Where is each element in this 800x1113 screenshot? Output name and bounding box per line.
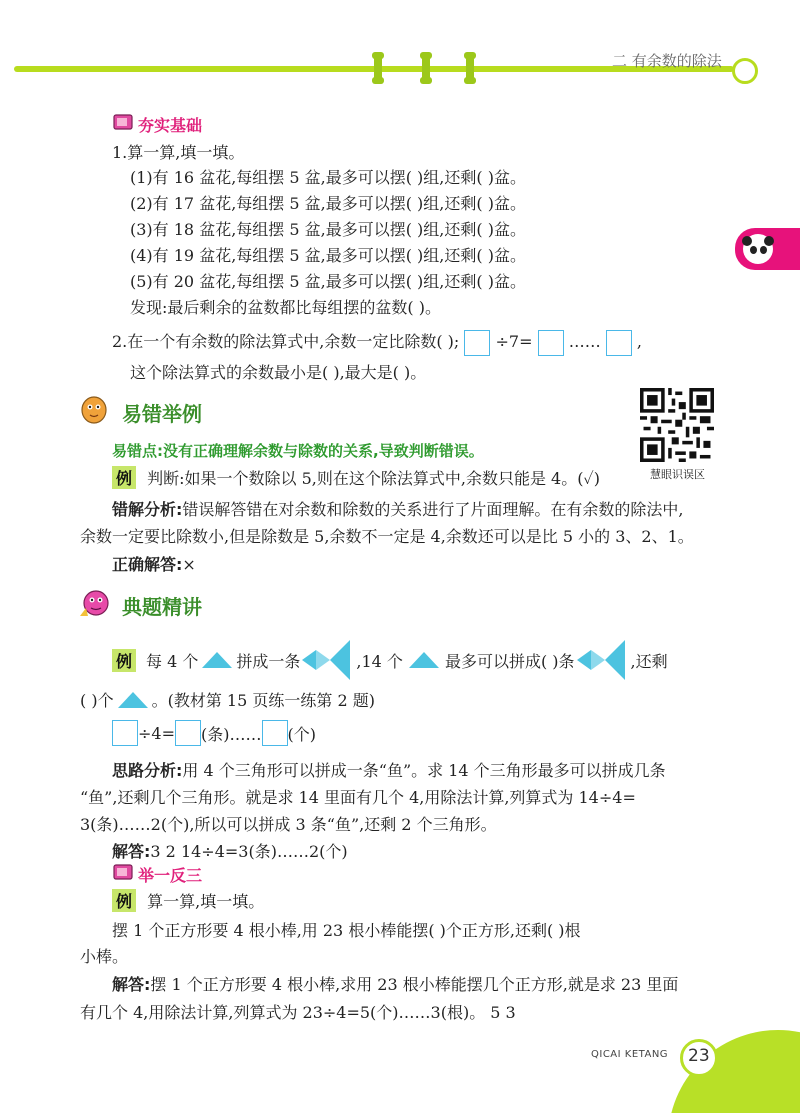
answer-box[interactable] — [175, 720, 201, 746]
binder-peg — [422, 52, 430, 84]
binder-peg — [466, 52, 474, 84]
qr-code-icon[interactable] — [640, 388, 714, 462]
analysis-text: 错误解答错在对余数和除数的关系进行了片面理解。在有余数的除法中, — [182, 500, 684, 519]
equation-text: ÷4= — [138, 723, 175, 743]
answer-box[interactable] — [538, 330, 564, 356]
example-text: 。(教材第 15 页练一练第 2 题) — [151, 691, 375, 710]
practice-answer-line-2: 有几个 4,用除法计算,列算式为 23÷4=5(个)……3(根)。 5 3 — [80, 1003, 516, 1022]
analysis-line-1 — [112, 497, 684, 520]
question-1-row: (2)有 17 盆花,每组摆 5 盆,最多可以摆( )组,还剩( )盆。 — [130, 194, 526, 213]
practice-question-line-1: 摆 1 个正方形要 4 根小棒,用 23 根小棒能摆( )个正方形,还剩( )根 — [112, 921, 581, 940]
analysis-line-2: 余数一定要比除数小,但是除数是 5,余数不一定是 4,余数还可以是比 5 小的 3、2、1。 — [80, 527, 694, 546]
answer-box[interactable] — [112, 720, 138, 746]
binder-peg — [374, 52, 382, 84]
equation-text: (个) — [287, 724, 316, 744]
answer-text: 3 2 14÷4=3(条)……2(个) — [150, 842, 348, 861]
example-text: ,14 个 — [356, 651, 403, 671]
practice-answer-line-1 — [112, 972, 678, 995]
example-text: ,还剩 — [630, 651, 668, 671]
analysis-label: 错解分析: — [112, 500, 183, 519]
practice-stem: 算一算,填一填。 — [147, 892, 265, 911]
practice-example — [112, 889, 264, 912]
correct-label: 正确解答: — [112, 555, 183, 574]
typical-equation — [112, 720, 316, 746]
example-text: 最多可以拼成( )条 — [444, 651, 575, 671]
answer-text: 摆 1 个正方形要 4 根小棒,求用 23 根小棒能摆几个正方形,就是求 23 里面 — [150, 975, 679, 994]
question-2-text: 2.在一个有余数的除法算式中,余数一定比除数( ); — [112, 332, 460, 351]
header-badge-icon — [732, 58, 758, 84]
thinking-text: 用 4 个三角形可以拼成一条“鱼”。求 14 个三角形最多可以拼成几条 — [182, 761, 666, 780]
side-tab — [735, 228, 800, 270]
triangle-icon — [202, 652, 232, 668]
example-text: 判断:如果一个数除以 5,则在这个除法算式中,余数只能是 4。(✓) — [147, 469, 601, 488]
answer-label: 解答: — [112, 975, 151, 994]
book-icon — [112, 112, 136, 132]
triangle-icon — [409, 652, 439, 668]
section-title-errors: 易错举例 — [122, 402, 202, 426]
question-1-row: (1)有 16 盆花,每组摆 5 盆,最多可以摆( )组,还剩( )盆。 — [130, 168, 526, 187]
equation-text: (条)…… — [201, 724, 262, 744]
example-label: 例 — [112, 649, 136, 672]
practice-question-line-2: 小棒。 — [80, 947, 129, 966]
comma: , — [636, 332, 642, 351]
question-2-line-2: 这个除法算式的余数最小是( ),最大是( )。 — [130, 363, 427, 382]
division-sign: ÷7= — [495, 332, 533, 351]
thinking-line-3: 3(条)……2(个),所以可以拼成 3 条“鱼”,还剩 2 个三角形。 — [80, 815, 497, 834]
mascot-icon — [76, 392, 112, 426]
correct-answer — [112, 552, 196, 575]
correct-value: × — [182, 555, 196, 574]
triangle-icon — [118, 692, 148, 708]
section-title-typical: 典题精讲 — [122, 595, 202, 619]
ellipsis: …… — [568, 332, 601, 351]
mascot-icon — [76, 586, 114, 620]
answer-label: 解答: — [112, 842, 151, 861]
answer-box[interactable] — [262, 720, 288, 746]
thinking-label: 思路分析: — [112, 761, 183, 780]
error-point: 易错点:没有正确理解余数与除数的关系,导致判断错误。 — [112, 442, 484, 460]
thinking-line-1 — [112, 758, 666, 781]
fish-shape-icon — [302, 640, 354, 680]
section-title-basics: 夯实基础 — [138, 116, 203, 135]
error-example — [112, 466, 600, 489]
thinking-line-2: “鱼”,还剩几个三角形。就是求 14 里面有几个 4,用除法计算,列算式为 14÷4= — [80, 788, 636, 807]
section-title-practice: 举一反三 — [138, 866, 203, 885]
example-label: 例 — [112, 466, 136, 489]
answer-box[interactable] — [464, 330, 490, 356]
example-text: ( )个 — [80, 691, 114, 710]
footer-label: QICAI KETANG — [591, 1049, 669, 1060]
fish-shape-icon — [577, 640, 629, 680]
question-1-stem: 1.算一算,填一填。 — [112, 143, 245, 162]
typical-example-line-2 — [80, 688, 375, 711]
book-icon — [112, 862, 136, 882]
typical-example-line-1 — [112, 640, 668, 680]
question-1-row: (3)有 18 盆花,每组摆 5 盆,最多可以摆( )组,还剩( )盆。 — [130, 220, 526, 239]
page-number: 23 — [688, 1046, 710, 1066]
panda-icon — [743, 234, 773, 264]
typical-answer — [112, 839, 348, 862]
qr-caption: 慧眼识误区 — [650, 468, 705, 481]
question-1-row: (4)有 19 盆花,每组摆 5 盆,最多可以摆( )组,还剩( )盆。 — [130, 246, 526, 265]
example-label: 例 — [112, 889, 136, 912]
chapter-title: 二 有余数的除法 — [612, 52, 722, 70]
example-text: 每 4 个 — [146, 651, 199, 671]
example-text: 拼成一条 — [236, 651, 301, 671]
question-1-row: (5)有 20 盆花,每组摆 5 盆,最多可以摆( )组,还剩( )盆。 — [130, 272, 526, 291]
answer-box[interactable] — [606, 330, 632, 356]
question-1-discovery: 发现:最后剩余的盆数都比每组摆的盆数( )。 — [130, 298, 441, 317]
question-2-line-1 — [112, 329, 642, 356]
